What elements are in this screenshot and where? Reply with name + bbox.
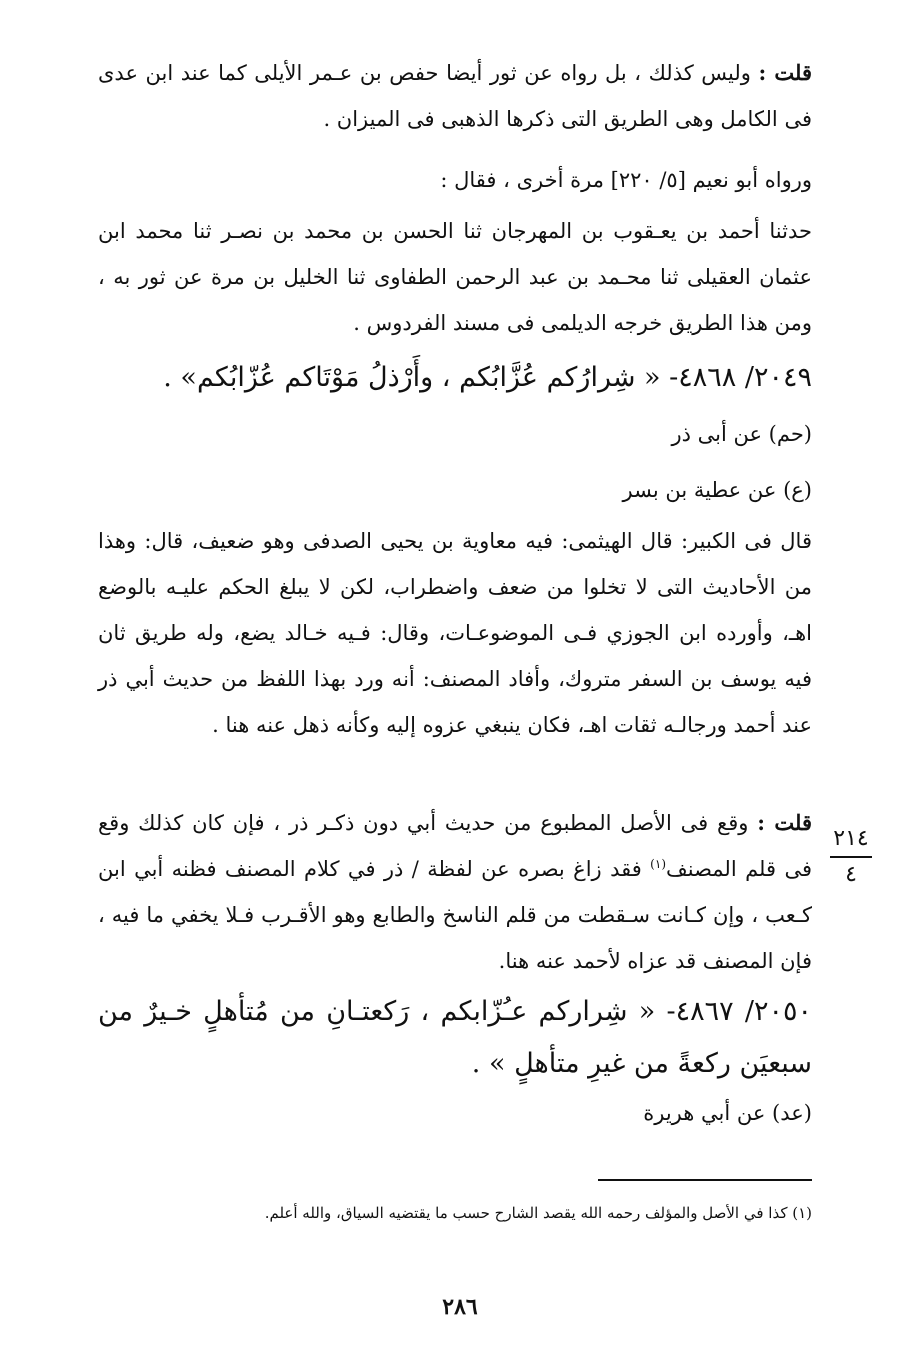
margin-volume-reference [826,824,876,890]
paragraph-isnad: حدثنا أحمد بن يعـقوب بن المهرجان ثنا الحسن بن محمد بن نصـر ثنا محمد ابن عثمان العقيلى ثنا محـمد بن عبد الرحمن الطفاوى ثنا الخليل بن مرة عن ثور به ، ومن هذا الطريق خرجه الديلمى فى مسند الفردوس . [98,219,812,335]
margin-ref-bottom: ٤ [845,862,857,887]
page-number: ٢٨٦ [442,1294,478,1320]
paragraph-note-1 [98,50,812,142]
hadith-2049: ٢٠٤٩/ ٤٨٦٨- « شِرارُكم عُزَّابُكم ، وأَرْذلُ مَوْتَاكم عُزّابُكم» . [163,362,812,393]
source-line-1: (حم) عن أبى ذر [671,422,812,446]
note-lead: قلت : [757,810,812,835]
footnote-marker: (١) [650,857,666,871]
footnote-separator [598,1179,812,1181]
footnote: (١) كذا في الأصل والمؤلف رحمه الله يقصد الشارح حسب ما يقتضيه السياق، والله أعلم. [264,1204,812,1222]
hadith-2050: ٢٠٥٠/ ٤٨٦٧- « شِراركم عـُزّابكم ، رَكعتـانِ من مُتأهلٍ خـيرٌ من سبعيَن ركعةً من غيرِ متأهلٍ » . [98,996,812,1079]
paragraph-text: وقع فى الأصل المطبوع من حديث أبي دون ذكـر ذر ، فإن كان كذلك وقع فى قلم المصنف [98,811,812,881]
paragraph-note-2 [98,800,812,984]
paragraph-text-continued: فقد زاغ بصره عن لفظة / ذر في كلام المصنف فظنه أبي ابن كـعب ، وإن كـانت سـقطت من قلم الناسخ والطابع وهو الأقـرب فـلا يخفي ما فيه ، فإن المصنف قد عزاه لأحمد عنه هنا. [98,857,812,973]
margin-ref-divider [830,856,872,858]
source-line-2: (ع) عن عطية بن بسر [622,478,812,502]
paragraph-commentary: قال فى الكبير: قال الهيثمى: فيه معاوية بن يحيى الصدفى وهو ضعيف، قال: وهذا من الأحاديث التى لا تخلوا من ضعف واضطراب، لكن لا يبلغ الحكم عليـه بالوضع اهـ، وأورده ابن الجوزي فـى الموضوعـات، وقال: فـيه خـالد يضع، وله طريق ثان فيه يوسف بن السفر متروك، وأفاد المصنف: أنه ورد بهذا اللفظ من حديث أبي ذر عند أحمد ورجالـه ثقات اهـ، فكان ينبغي عزوه إليه وكأنه ذهل عنه هنا . [98,529,812,737]
note-lead: قلت : [758,60,812,85]
paragraph-narration: ورواه أبو نعيم [٥/ ٢٢٠] مرة أخرى ، فقال : [440,168,812,192]
source-line-3: (عد) عن أبي هريرة [643,1101,812,1125]
paragraph-text: وليس كذلك ، بل رواه عن ثور أيضا حفص بن عـمر الأيلى كما عند ابن عدى فى الكامل وهى الطريق التى ذكرها الذهبى فى الميزان . [98,61,812,131]
margin-ref-top: ٢١٤ [833,826,869,851]
